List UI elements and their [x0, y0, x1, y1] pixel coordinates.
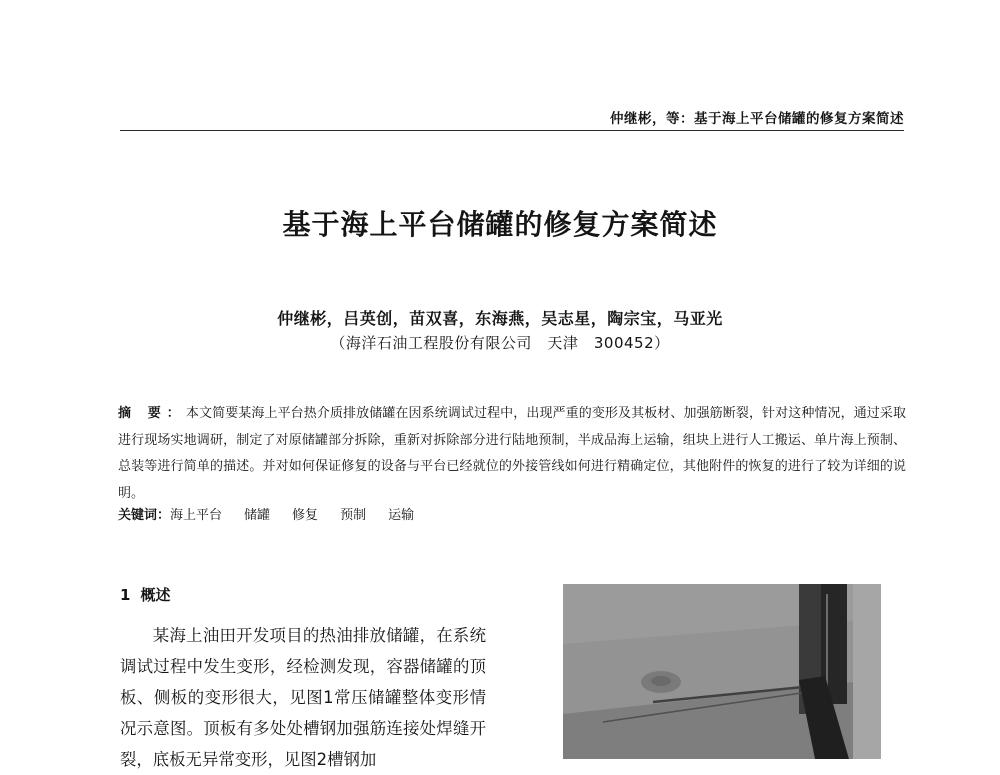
keywords-label: 关键词： [118, 508, 171, 523]
author-list: 仲继彬，吕英创，苗双喜，东海燕，吴志星，陶宗宝，马亚光 [277, 309, 723, 328]
keywords [118, 504, 906, 528]
section-title: 概述 [140, 586, 171, 604]
abstract [118, 401, 906, 507]
keyword: 海上平台 [170, 508, 223, 523]
section-number: 1 [120, 586, 131, 604]
photo-illustration [563, 584, 881, 759]
affiliation: （海洋石油工程股份有限公司 天津 300452） [330, 334, 670, 352]
keyword: 修复 [292, 508, 319, 523]
tank-damage-photo [563, 584, 881, 759]
running-head: 仲继彬，等：基于海上平台储罐的修复方案简述 [610, 111, 904, 127]
keyword: 储罐 [244, 508, 271, 523]
paper-title: 基于海上平台储罐的修复方案简述 [282, 208, 718, 241]
section-heading [120, 584, 170, 605]
keyword: 预制 [340, 508, 367, 523]
abstract-label: 摘 要： [118, 406, 186, 421]
abstract-text: 本文简要某海上平台热介质排放储罐在因系统调试过程中，出现严重的变形及其板材、加强筋断裂，针对这种情况，通过采取进行现场实地调研，制定了对原储罐部分拆除，重新对拆除部分进行陆地预制，半成品海上运输，组块上进行人工搬运、单片海上预制、总装等进行简单的描述。并对如何保证修复的设备与平台已经就位的外接管线如何进行精确定位，其他附件的恢复的进行了较为详细的说明。 [118, 406, 906, 501]
keyword: 运输 [388, 508, 415, 523]
body-paragraph: 某海上油田开发项目的热油排放储罐，在系统调试过程中发生变形，经检测发现，容器储罐的顶板、侧板的变形很大，见图1常压储罐整体变形情况示意图。顶板有多处处槽钢加强筋连接处焊缝开裂，底板无异常变形，见图2槽钢加 [120, 626, 486, 769]
header-rule [120, 130, 904, 131]
